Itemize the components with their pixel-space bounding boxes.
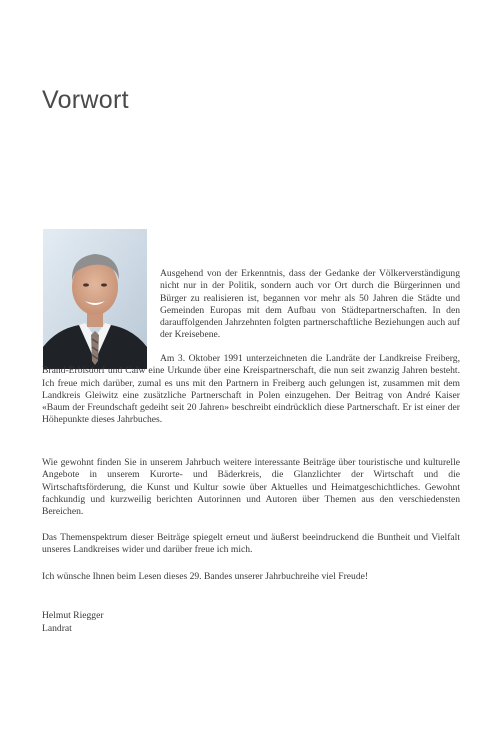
paragraph-3: Wie gewohnt finden Sie in unserem Jahrbuch weitere interessante Beiträge über touristische und kulturelle Angebote in unserem Kurorte- und Bäderkreis, die Glanzlichter der Wirtschaft und die Wirtschaftsförderung, die Kunst und Kultur sowie über Aktuelles und Heimatgeschichtliches. Gewohnt fachkundig und kurzweilig berichten Autorinnen und Autoren über Themen aus den verschiedensten Bereichen. [42, 457, 460, 518]
paragraph-4: Das Themenspektrum dieser Beiträge spiegelt erneut und äußerst beeindruckend die Buntheit und Vielfalt unseres Landkreises wider und darüber freue ich mich. [42, 532, 460, 556]
paragraph-5: Ich wünsche Ihnen beim Lesen dieses 29. Bandes unserer Jahrbuchreihe viel Freude! [42, 571, 369, 582]
paragraph-2: Am 3. Oktober 1991 unterzeichneten die Landräte der Landkreise Freiberg, Brand-Erbisdorf und Calw eine Urkunde über eine Kreispartnerschaft, die nun seit zwanzig Jahren besteht. Ich freue mich darüber, zumal es uns mit den Partnern in Freiberg auch gelungen ist, zusammen mit dem Landkreis Gleiwitz eine zusätzliche Partnerschaft in Polen einzugehen. Der Beitrag von André Kaiser «Baum der Freundschaft gedeiht seit 20 Jahren» beschreibt eindrücklich diese Partnerschaft. Er ist einer der Höhepunkte dieses Jahrbuches. [42, 353, 460, 426]
paragraph-1: Ausgehend von der Erkenntnis, dass der Gedanke der Völkerverständigung nicht nur in der Politik, sondern auch vor Ort durch die Bürgerinnen und Bürger zu realisieren ist, begannen vor mehr als 50 Jahren die Städte und Gemeinden Europas mit dem Aufbau von Städtepartnerschaften. In den darauffolgenden Jahrzehnten folgten partnerschaftliche Beziehungen auch auf der Kreisebene. [160, 268, 460, 341]
portrait-photo [43, 229, 147, 369]
page-title: Vorwort [42, 86, 129, 114]
signature-name: Helmut Riegger [42, 610, 104, 621]
signature-role: Landrat [42, 622, 72, 634]
signature-block [42, 610, 104, 635]
